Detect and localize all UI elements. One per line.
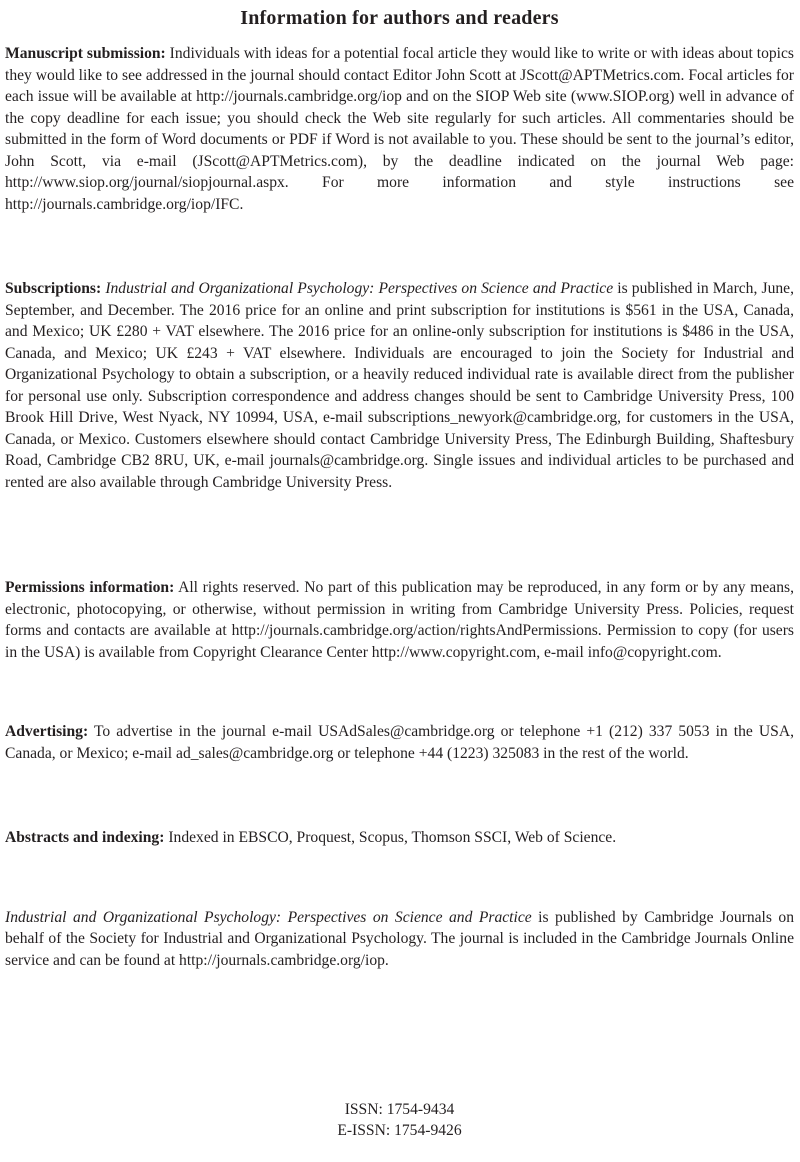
section-body-subscriptions: is published in March, June, September, and December. The 2016 price for an online and print subscription for institutions is $561 in the USA, Canada, and Mexico; UK £280 + VAT elsewhere. The 2016 price for an online-only subscription for institutions is $486 in the USA, Canada, and Mexico; UK £243 + VAT elsewhere. Individuals are encouraged to join the Society for Industrial and Organizational Psychology to obtain a subscription, or a heavily reduced individual rate is available direct from the publisher for personal use only. Subscription correspondence and address changes should be sent to Cambridge University Press, 100 Brook Hill Drive, West Nyack, NY 10994, USA, e-mail subscriptions_newyork@cambridge.org, for customers in the USA, Canada, or Mexico. Customers elsewhere should contact Cambridge University Press, The Edinburgh Building, Shaftesbury Road, Cambridge CB2 8RU, UK, e-mail journals@cambridge.org. Single issues and individual articles to be purchased and rented are also available through Cambridge University Press.: [5, 280, 794, 491]
section-label-advertising: Advertising:: [5, 723, 89, 740]
section-body-abstracts-and-indexing: Indexed in EBSCO, Proquest, Scopus, Thomson SSCI, Web of Science.: [164, 829, 617, 846]
paragraph-abstracts-and-indexing: [5, 827, 794, 849]
section-body-publisher-note: is published by Cambridge Journals on behalf of the Society for Industrial and Organizational Psychology. The journal is included in the Cambridge Journals Online service and can be found at http://journals.cambridge.org/iop.: [5, 908, 794, 969]
section-body-advertising: To advertise in the journal e-mail USAdSales@cambridge.org or telephone +1 (212) 337 5053 in the USA, Canada, or Mexico; e-mail ad_sales@cambridge.org or telephone +44 (1223) 325083 in the rest of the world.: [5, 723, 794, 762]
section-label-manuscript-submission: Manuscript submission:: [5, 45, 166, 62]
journal-title-italic-publisher-note: Industrial and Organizational Psychology: Perspectives on Science and Practice: [5, 908, 532, 926]
section-label-abstracts-and-indexing: Abstracts and indexing:: [5, 829, 165, 846]
paragraph-publisher-note: [5, 907, 794, 972]
section-body-permissions-information: All rights reserved. No part of this publication may be reproduced, in any form or by any means, electronic, photocopying, or otherwise, without permission in writing from Cambridge University Press. Policies, request forms and contacts are available at http://journals.cambridge.org/action/rightsAndPermissions. Permission to copy (for users in the USA) is available from Copyright Clearance Center http://www.copyright.com, e-mail info@copyright.com.: [5, 579, 794, 661]
section-label-subscriptions: Subscriptions:: [5, 280, 102, 297]
paragraph-advertising: [5, 721, 794, 764]
paragraph-manuscript-submission: [5, 43, 794, 215]
journal-title-italic: Industrial and Organizational Psychology: Perspectives on Science and Practice: [101, 280, 614, 297]
eissn-line: E-ISSN: 1754-9426: [337, 1122, 462, 1139]
paragraph-subscriptions: [5, 278, 794, 493]
issn-line: ISSN: 1754-9434: [344, 1101, 455, 1118]
page-title: Information for authors and readers: [240, 7, 559, 29]
section-label-permissions-information: Permissions information:: [5, 579, 175, 596]
section-body-manuscript-submission: Individuals with ideas for a potential focal article they would like to write or with ideas about topics they would like to see addressed in the journal should contact Editor John Scott at JScott@APTMetrics.com. Focal articles for each issue will be available at http://journals.cambridge.org/iop and on the SIOP Web site (www.SIOP.org) well in advance of the copy deadline for each issue; you should check the Web site regularly for such articles. All commentaries should be submitted in the form of Word documents or PDF if Word is not available to you. These should be sent to the journal’s editor, John Scott, via e-mail (JScott@APTMetrics.com), by the deadline indicated on the journal Web page: http://www.siop.org/journal/siopjournal.aspx. For more information and style instructions see http://journals.cambridge.org/iop/IFC.: [5, 45, 794, 213]
issn-block: [5, 1099, 794, 1141]
paragraph-permissions-information: [5, 577, 794, 663]
